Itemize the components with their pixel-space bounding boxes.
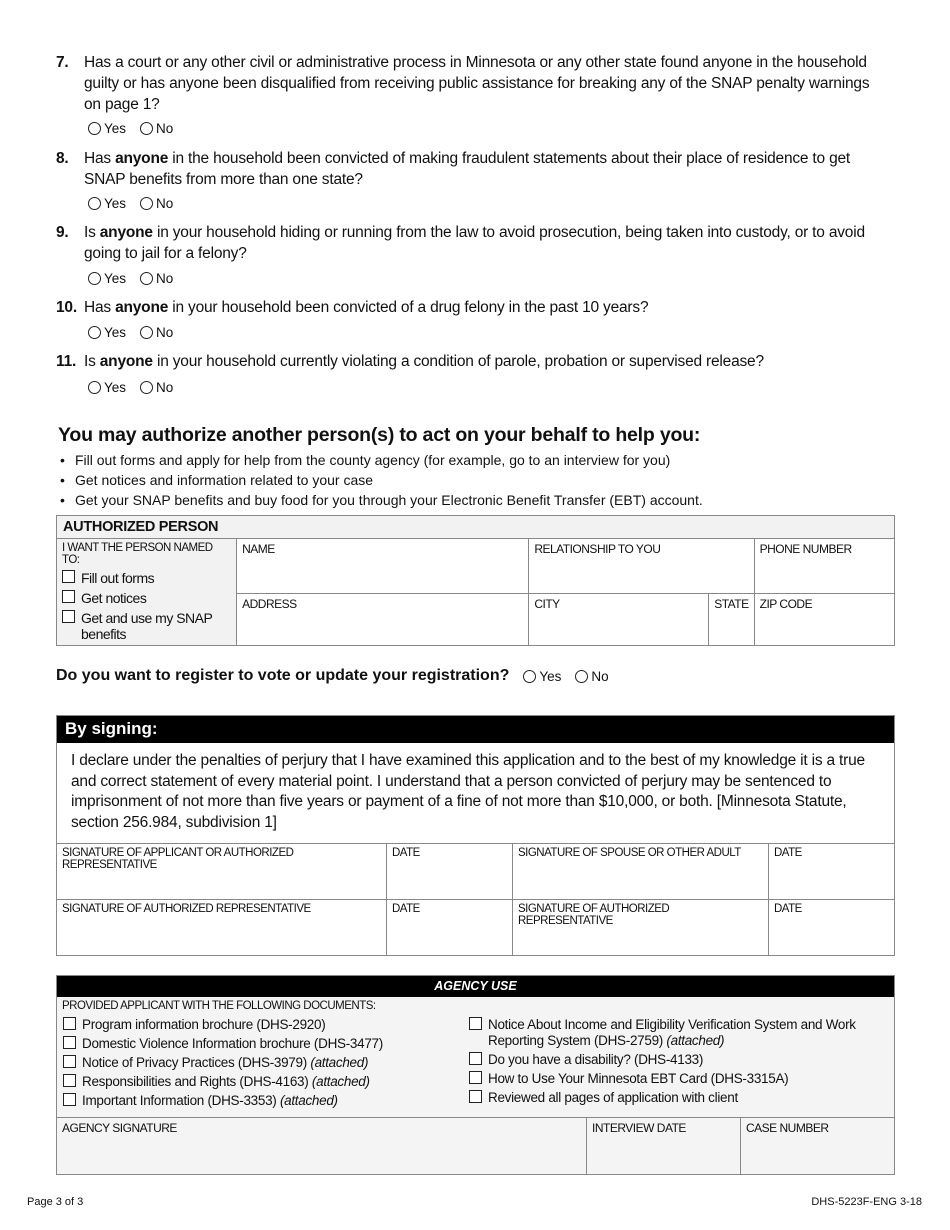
question-text: Has anyone in the household been convicted of making fraudulent statements about their place of residence to get SNAP benefits from more than one state? bbox=[84, 150, 851, 188]
agency-documents bbox=[57, 1012, 894, 1117]
checkbox-icon bbox=[63, 1093, 76, 1106]
checkbox-icon bbox=[469, 1071, 482, 1084]
checkbox-icon bbox=[469, 1052, 482, 1065]
agency-documents-right bbox=[469, 1014, 889, 1109]
zip-field[interactable]: ZIP CODE bbox=[754, 593, 894, 646]
agency-signature-row bbox=[57, 1117, 894, 1174]
question-text: Has anyone in your household been convicted of a drug felony in the past 10 years? bbox=[84, 299, 649, 316]
question-7-answer bbox=[88, 121, 187, 136]
name-field[interactable]: NAME bbox=[237, 539, 529, 594]
no-radio[interactable]: No bbox=[140, 196, 173, 211]
no-radio[interactable]: No bbox=[140, 325, 173, 340]
document-checkbox[interactable]: Important Information (DHS-3353) (attached) bbox=[63, 1093, 469, 1109]
question-8-answer bbox=[88, 196, 187, 211]
applicant-signature-field[interactable]: SIGNATURE OF APPLICANT OR AUTHORIZED REPRESENTATIVE bbox=[57, 843, 387, 899]
state-field[interactable]: STATE bbox=[709, 593, 754, 646]
vote-yes-radio[interactable]: Yes bbox=[523, 669, 561, 684]
authorized-person-title: AUTHORIZED PERSON bbox=[57, 516, 895, 539]
spouse-date-field[interactable]: DATE bbox=[769, 843, 894, 899]
question-text: Is anyone in your household hiding or running from the law to avoid prosecution, being taken into custody, or to avoid going to jail for a felony? bbox=[84, 224, 865, 262]
authorize-options-cell bbox=[57, 539, 237, 646]
get-notices-checkbox[interactable]: Get notices bbox=[62, 590, 231, 606]
yes-radio[interactable]: Yes bbox=[88, 121, 126, 136]
yes-radio[interactable]: Yes bbox=[88, 271, 126, 286]
question-number: 11. bbox=[56, 353, 77, 370]
yes-radio[interactable]: Yes bbox=[88, 325, 126, 340]
agency-signature-field[interactable]: AGENCY SIGNATURE bbox=[57, 1118, 587, 1174]
question-11-answer bbox=[88, 380, 187, 395]
yes-radio[interactable]: Yes bbox=[88, 196, 126, 211]
vote-no-radio[interactable]: No bbox=[575, 669, 608, 684]
checkbox-icon bbox=[62, 590, 75, 603]
authorized-rep-date-field[interactable]: DATE bbox=[387, 899, 513, 955]
document-checkbox[interactable]: Do you have a disability? (DHS-4133) bbox=[469, 1052, 889, 1068]
document-checkbox[interactable]: Notice of Privacy Practices (DHS-3979) (attached) bbox=[63, 1055, 469, 1071]
signing-heading: By signing: bbox=[57, 716, 894, 743]
radio-circle-icon bbox=[140, 197, 153, 210]
document-checkbox[interactable]: Notice About Income and Eligibility Verification System and Work Reporting System (DHS-2759) (attached) bbox=[469, 1017, 889, 1049]
no-radio[interactable]: No bbox=[140, 121, 173, 136]
want-label: I WANT THE PERSON NAMED TO: bbox=[62, 542, 213, 566]
perjury-statement: I declare under the penalties of perjury that I have examined this application and to the best of my knowledge it is a true and correct statement of every material point. I understand that a person convicted of perjury may be sentenced to imprisonment of not more than five years or payment of a fine of not more than $10,000, or both. [Minnesota Statute, section 256.984, subdivision 1] bbox=[71, 752, 865, 831]
radio-circle-icon bbox=[88, 197, 101, 210]
radio-circle-icon bbox=[523, 670, 536, 683]
page-number: Page 3 of 3 bbox=[27, 1196, 84, 1208]
question-text: Is anyone in your household currently violating a condition of parole, probation or supervised release? bbox=[84, 353, 764, 370]
phone-field[interactable]: PHONE NUMBER bbox=[754, 539, 894, 594]
document-checkbox[interactable]: Reviewed all pages of application with client bbox=[469, 1090, 889, 1106]
yes-radio[interactable]: Yes bbox=[88, 380, 126, 395]
authorize-bullet-list bbox=[60, 450, 703, 510]
no-radio[interactable]: No bbox=[140, 271, 173, 286]
fill-out-forms-checkbox[interactable]: Fill out forms bbox=[62, 570, 231, 586]
address-field[interactable]: ADDRESS bbox=[237, 593, 529, 646]
authorized-rep-2-date-field[interactable]: DATE bbox=[769, 899, 894, 955]
radio-circle-icon bbox=[88, 381, 101, 394]
radio-circle-icon bbox=[140, 122, 153, 135]
case-number-field[interactable]: CASE NUMBER bbox=[746, 1121, 829, 1135]
question-10 bbox=[56, 297, 886, 318]
get-snap-benefits-checkbox[interactable]: Get and use my SNAP benefits bbox=[62, 610, 231, 642]
question-9-answer bbox=[88, 271, 187, 286]
agency-use-section bbox=[56, 975, 895, 1175]
question-number: 7. bbox=[56, 54, 69, 71]
checkbox-icon bbox=[63, 1074, 76, 1087]
document-checkbox[interactable]: Domestic Violence Information brochure (DHS-3477) bbox=[63, 1036, 469, 1052]
question-7 bbox=[56, 52, 886, 115]
applicant-date-field[interactable]: DATE bbox=[387, 843, 513, 899]
radio-circle-icon bbox=[575, 670, 588, 683]
city-field[interactable]: CITY bbox=[529, 593, 709, 646]
checkbox-icon bbox=[469, 1090, 482, 1103]
interview-date-field[interactable]: INTERVIEW DATE bbox=[587, 1118, 741, 1174]
spouse-signature-field[interactable]: SIGNATURE OF SPOUSE OR OTHER ADULT bbox=[513, 843, 769, 899]
radio-circle-icon bbox=[140, 381, 153, 394]
checkbox-icon bbox=[63, 1055, 76, 1068]
question-9 bbox=[56, 222, 886, 264]
authorize-heading: You may authorize another person(s) to act on your behalf to help you: bbox=[58, 424, 701, 446]
agency-documents-left bbox=[63, 1014, 469, 1109]
signing-section bbox=[56, 715, 895, 956]
checkbox-icon bbox=[469, 1017, 482, 1030]
relationship-field[interactable]: RELATIONSHIP TO YOU bbox=[529, 539, 754, 594]
radio-circle-icon bbox=[140, 326, 153, 339]
vote-question: Do you want to register to vote or update your registration? bbox=[56, 667, 510, 684]
voter-registration bbox=[56, 667, 623, 685]
authorized-rep-signature-field[interactable]: SIGNATURE OF AUTHORIZED REPRESENTATIVE bbox=[57, 899, 387, 955]
checkbox-icon bbox=[62, 570, 75, 583]
radio-circle-icon bbox=[88, 272, 101, 285]
document-checkbox[interactable]: How to Use Your Minnesota EBT Card (DHS-3315A) bbox=[469, 1071, 889, 1087]
list-item: • Fill out forms and apply for help from the county agency (for example, go to an interview for you) bbox=[60, 450, 703, 470]
agency-subheading: PROVIDED APPLICANT WITH THE FOLLOWING DOCUMENTS: bbox=[62, 1000, 376, 1012]
signature-grid bbox=[57, 843, 894, 955]
checkbox-icon bbox=[63, 1017, 76, 1030]
checkbox-icon bbox=[63, 1036, 76, 1049]
no-radio[interactable]: No bbox=[140, 380, 173, 395]
form-id: DHS-5223F-ENG 3-18 bbox=[811, 1196, 922, 1208]
list-item: • Get your SNAP benefits and buy food for you through your Electronic Benefit Transfer (EBT) account. bbox=[60, 490, 703, 510]
list-item: • Get notices and information related to your case bbox=[60, 470, 703, 490]
question-text: Has a court or any other civil or administrative process in Minnesota or any other state found anyone in the household guilty or has anyone been disqualified from receiving public assistance for breaking any of the SNAP penalty warnings on page 1? bbox=[84, 54, 870, 113]
question-number: 9. bbox=[56, 224, 69, 241]
radio-circle-icon bbox=[140, 272, 153, 285]
document-checkbox[interactable]: Responsibilities and Rights (DHS-4163) (attached) bbox=[63, 1074, 469, 1090]
authorized-person-table bbox=[56, 515, 895, 646]
checkbox-icon bbox=[62, 610, 75, 623]
agency-heading: AGENCY USE bbox=[57, 976, 894, 997]
authorized-rep-2-signature-field[interactable]: SIGNATURE OF AUTHORIZED REPRESENTATIVE bbox=[513, 899, 769, 955]
vote-answer bbox=[523, 669, 622, 684]
question-number: 8. bbox=[56, 150, 69, 167]
question-10-answer bbox=[88, 325, 187, 340]
radio-circle-icon bbox=[88, 122, 101, 135]
question-11 bbox=[56, 351, 886, 372]
question-number: 10. bbox=[56, 299, 77, 316]
document-checkbox[interactable]: Program information brochure (DHS-2920) bbox=[63, 1017, 469, 1033]
question-8 bbox=[56, 148, 886, 190]
radio-circle-icon bbox=[88, 326, 101, 339]
